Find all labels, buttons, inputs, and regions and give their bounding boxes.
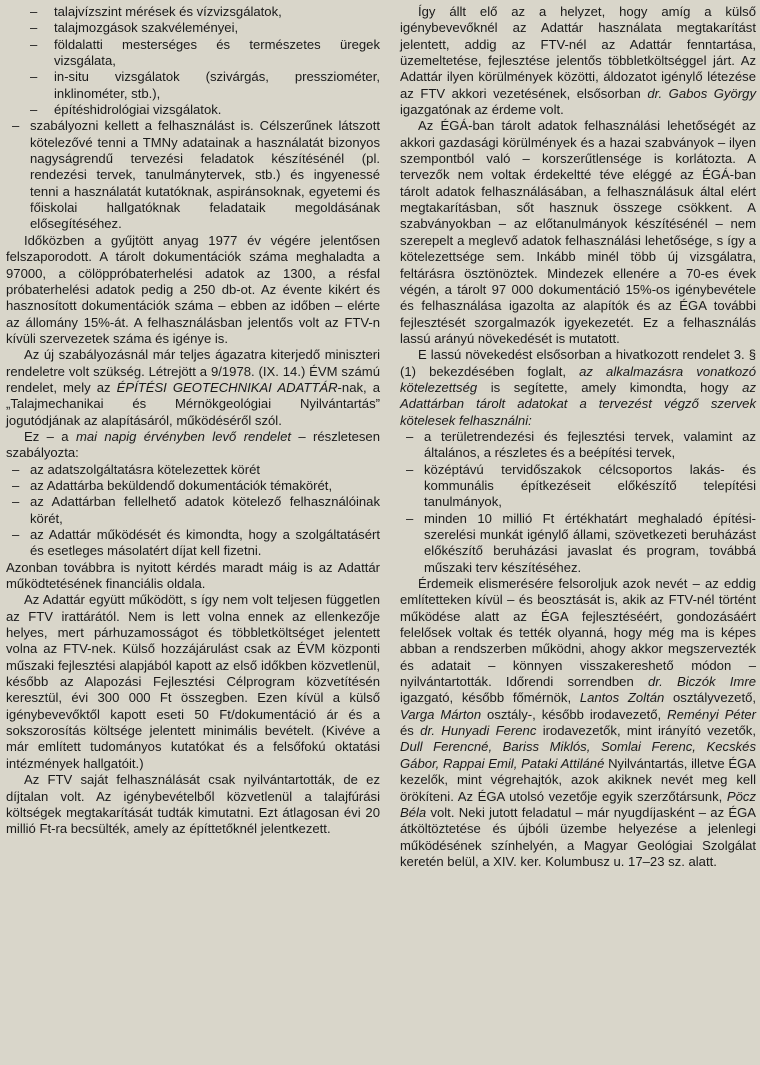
- italic-text: Pöcz Béla: [400, 788, 756, 820]
- paragraph: Az FTV saját felhasználását csak nyilvántartották, de ez díjtalan volt. Az igénybevételből közvetlenül a talajfúrási költségek megtakarítását tudták kimutatni. Ezt átlagosan évi 20 millió Ft-ra becsülték, amely az építtetőknél jelentkezett.: [6, 772, 380, 837]
- left-column: [6, 4, 380, 838]
- list-item: – az Adattárba beküldendő dokumentációk témakörét,: [6, 478, 380, 494]
- text-run: Az új szabályozásnál már teljes ágazatra kiterjedő miniszteri rendeletre volt szükség. Létrejött a 9/1978. (IX. 14.) ÉVM számú rendelet, mely az: [6, 347, 380, 395]
- text-run: Nyilvántartás, illetve ÉGA kezelők, mint végrehajtók, azok akiknek nevét meg kell örökíteni. Az ÉGA utolsó vezetője egyik szerzőtársunk,: [400, 755, 756, 804]
- text-run: is segítette, amely kimondta, hogy: [477, 379, 743, 395]
- italic-text: Varga Márton: [400, 706, 482, 722]
- list-item: – szabályozni kellett a felhasználást is. Célszerűnek látszott kötelezővé tenni a TMNy adatainak a használatát bizonyos nagyságrendű tervezési feladatok készítésénél (pl. rendezési tervek, tanulmánytervek, stb.) és ingyenessé tenni a használatát kutatóknak, aspiránsoknak, egyetemi és főiskolai hallgatóknak feladataik megoldásának elősegítéséhez.: [6, 118, 380, 232]
- italic-text: az Adattárban tárolt adatokat a tervezést végző szervek kötelesek felhasználni:: [400, 379, 756, 428]
- text-run: Ez – a: [24, 428, 76, 444]
- list-item: – az Adattárban fellelhető adatok kötelező felhasználóinak körét,: [6, 494, 380, 527]
- paragraph: [400, 576, 756, 870]
- text-run: – részletesen szabályozta:: [6, 428, 380, 461]
- text-run: igazgató, később főmérnök,: [400, 690, 580, 706]
- list-item: – az Adattár működését és kimondta, hogy a szolgáltatásért és esetleges másolatért díjat kell fizetni.: [6, 527, 380, 560]
- italic-text: dr. Hunyadi Ferenc: [420, 723, 537, 739]
- text-run: -nak, a „Talajmechanikai és Mérnökgeológiai Nyilvántartás” jogutódjának az alapításáról, működéséről szól.: [6, 379, 380, 428]
- text-run: igazgatónak az érdeme volt.: [400, 102, 564, 118]
- paragraph: [6, 347, 380, 429]
- sub-list-item: – in-situ vizsgálatok (szivárgás, pressziométer, inklinométer, stb.),: [6, 69, 380, 102]
- italic-text: Reményi Péter: [667, 706, 756, 722]
- paragraph: Időközben a gyűjtött anyag 1977 év végére jelentősen felszaporodott. A tárolt dokumentációk száma meghaladta a 97000, a cölöppróbaterhelési adatok az 1300, a résfal próbaterhelési adatok pedig a 250 db-ot. Az évente kikért és hasznosított dokumentációk száma – ebben az időben – elérte az állomány 15%-át. A felhasználásban jelentős volt az FTV-n kívüli szervezetek száma és igénye is.: [6, 232, 380, 346]
- italic-text: Lantos Zoltán: [579, 690, 665, 706]
- sub-list-item: – építéshidrológiai vizsgálatok.: [6, 102, 380, 118]
- list-item: – középtávú tervidőszakok célcsoportos lakás- és kommunális építkezéseit előkészítő telepítési tanulmányok,: [400, 462, 756, 511]
- paragraph: Az ÉGÁ-ban tárolt adatok felhasználási lehetőségét az akkori gazdasági körülmények és a hazai szabványok – ilyen szempontból való – korszerűtlensége is korlátozta. A tervezők nem voltak érdekeltté téve eléggé az ÉGÁ-ban tárolt adatok felhasználásában, a felhasználásuk által elért megtakarításban, sőt hasznuk összege csökkent. A szabványokban – az előtanulmányok készítésénél – nem szerepelt a meglevő adatok felhasználási lehetősége, s így a kötelezettsége sem. Inkább minél több új vizsgálatra, feltárásra ösztönöztek. Mindezek ellenére a 70-es évek végén, a tárolt 97 000 dokumentáció 15%-os igénybevétele és felhasználása igazolta az alapítók és az ÉGA további fejlesztését szorgalmazók igyekezetét. Ez a felhasználás lassú arányú növekedését is mutatott.: [400, 118, 756, 346]
- list-item: – a területrendezési és fejlesztési tervek, valamint az általános, a részletes és a beépítési tervek,: [400, 429, 756, 462]
- text-run: osztály-, később irodavezető,: [481, 706, 668, 722]
- text-run: irodavezetők, mint irányító vezetők,: [536, 723, 756, 739]
- text-run: osztályvezető,: [664, 690, 756, 706]
- right-column: [400, 4, 756, 870]
- text-run: E lassú növekedést elsősorban a hivatkozott rendelet 3. § (1) bekezdésében foglalt,: [400, 347, 756, 379]
- list-item: – minden 10 millió Ft értékhatárt meghaladó építési-szerelési munkát igénylő állami, szövetkezeti beruházást előkészítő beruházási javaslat és program, továbbá műszaki terv készítéséhez.: [400, 511, 756, 576]
- italic-text: dr. Biczók Imre: [647, 674, 756, 690]
- italic-text: mai napig érvényben levő rendelet: [75, 428, 292, 444]
- paragraph: [400, 4, 756, 118]
- italic-text: az alkalmazásra vonatkozó kötelezettség: [400, 363, 756, 395]
- text-run: volt. Neki jutott feladatul – már nyugdíjasként – az ÉGA átköltöztetése és újbóli üzembe helyezése a jelenlegi működésének színhelyén, a Magyar Geológiai Szolgálat keretén belül, a XIV. ker. Kolumbusz u. 17–23 sz. alatt.: [400, 804, 756, 869]
- italic-text: ÉPÍTÉSI GEOTECHNIKAI ADATTÁR: [116, 379, 338, 395]
- text-run: Így állt elő az a helyzet, hogy amíg a külső igénybevevőknél az Adattár használata megtakarítást jelentett, addig az FTV-nél az Adattár fenntartása, üzemeltetése, fejlesztése jelentős többletköltséggel járt. Az Adattár ilyen körülmények közötti, áldozatot igénylő létezése az FTV akkori vezetésének, elsősorban: [400, 4, 756, 101]
- text-run: Érdemeik elismerésére felsoroljuk azok nevét – az eddig említetteken kívül – és beosztását is, akik az FTV-nél történt működése alatt az ÉGA fejlesztéséért, gondozásáért felelősek voltak és tették olyanná, hogy még ma is képes abban a rendszerben működni, ahogy akkor megszervezték és adatait – könnyen visszakereshető módon – nyilvántartották. Időrendi sorrendben: [400, 576, 756, 690]
- paragraph: [6, 429, 380, 462]
- sub-list-item: – talajmozgások szakvéleményei,: [6, 20, 380, 36]
- text-run: és: [400, 723, 421, 739]
- paragraph: Az Adattár együtt működött, s így nem volt teljesen független az FTV irattárától. Nem is lett volna ennek az ellenkezője helyes, mert párhuzamosságot és többletköltséget jelentett volna az FTV-nek. Külső hozzájárulást csak az ÉVM központi műszaki fejlesztési alapjából kapott az első időkben közvetlenül, később az Alapozási Fejlesztési Célprogram közvetítésén keresztül, évi 300 000 Ft összegben. Ezen kívül a külső igénybevevőktől kapott eseti 50 Ft/dokumentáció ár és a sokszorosítás költsége jelentett minimális bevételt. (Kivéve a már említett tudományos kutatókat és a felsőfokú oktatási intézmények hallgatóit.): [6, 592, 380, 771]
- list-item: – az adatszolgáltatásra kötelezettek körét: [6, 462, 380, 478]
- italic-text: Dull Ferencné, Bariss Miklós, Somlai Ferenc, Kecskés Gábor, Rappai Emil, Pataki Attiláné: [400, 739, 756, 771]
- paragraph: Azonban továbbra is nyitott kérdés maradt máig is az Adattár működtetésének financiális oldala.: [6, 559, 380, 592]
- sub-list-item: – talajvízszint mérések és vízvizsgálatok,: [6, 4, 380, 20]
- italic-text: dr. Gabos György: [647, 85, 756, 101]
- sub-list-item: – földalatti mesterséges és természetes üregek vizsgálata,: [6, 37, 380, 70]
- paragraph: [400, 347, 756, 429]
